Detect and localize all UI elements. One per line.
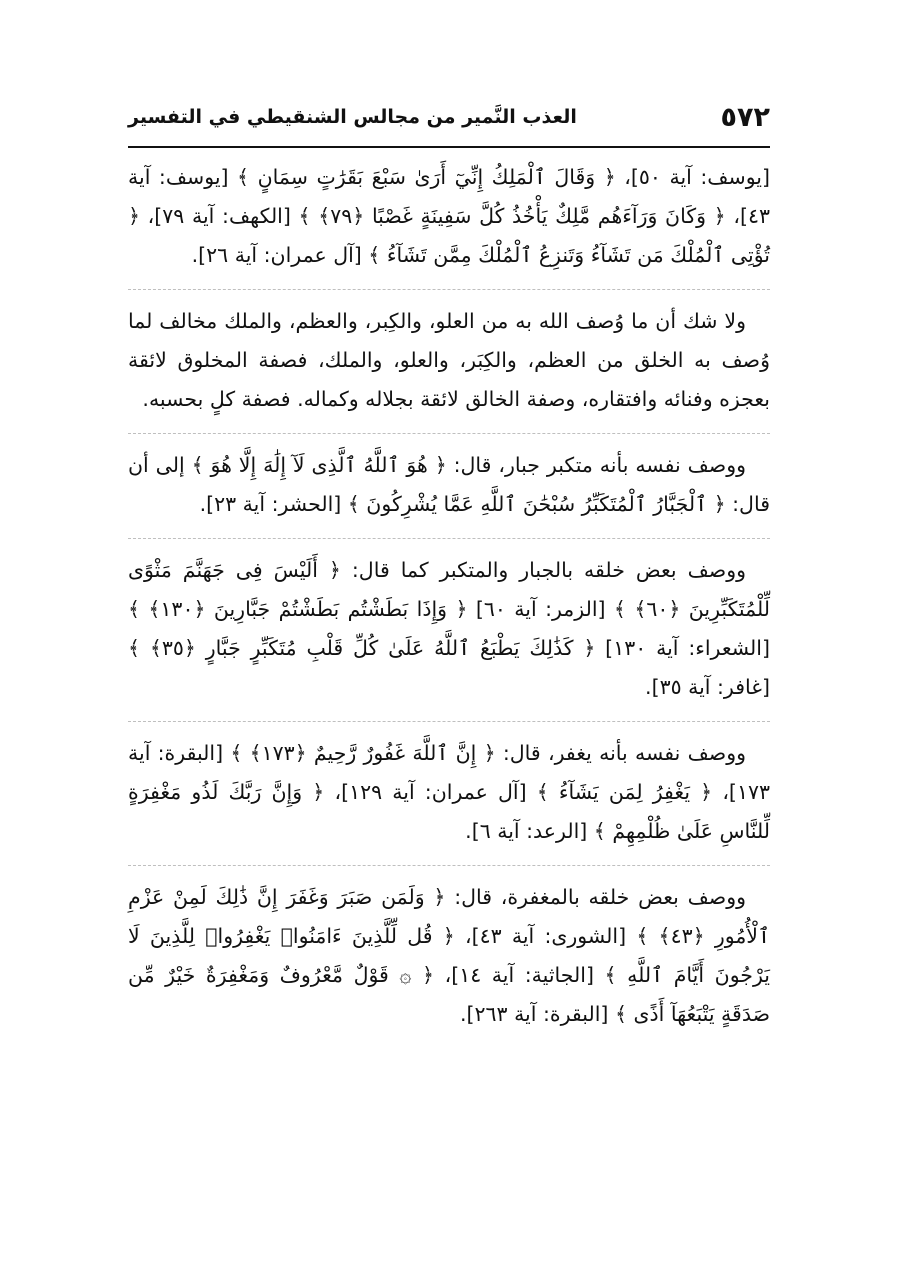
running-title: العذب النَّمير من مجالس الشنقيطي في التفسير [128, 106, 577, 128]
paragraph-creation-jabbar: ووصف بعض خلقه بالجبار والمتكبر كما قال: ﴿ أَلَيْسَ فِى جَهَنَّمَ مَثْوًى لِّلْمُتَكَبِّرِينَ ﴿٦٠﴾ ﴾ [الزمر: آية ٦٠] ﴿ وَإِذَا بَطَشْتُم بَطَشْتُمْ جَبَّارِينَ ﴿١٣٠﴾ ﴾ [الشعراء: آية ١٣٠] ﴿ كَذَٰلِكَ يَطْبَعُ ٱللَّهُ عَلَىٰ كُلِّ قَلْبِ مُتَكَبِّرٍ جَبَّارٍ ﴿٣٥﴾ ﴾ [غافر: آية ٣٥]. [128, 558, 770, 699]
paragraph-separator [128, 538, 770, 539]
header-rule [128, 146, 770, 148]
page-header [128, 100, 770, 140]
paragraph-separator [128, 721, 770, 722]
page-number: ٥٧٢ [720, 102, 770, 133]
paragraph-separator [128, 433, 770, 434]
paragraph-creation-forgiveness: ووصف بعض خلقه بالمغفرة، قال: ﴿ وَلَمَن صَبَرَ وَغَفَرَ إِنَّ ذَٰلِكَ لَمِنْ عَزْمِ ٱلْأُمُورِ ﴿٤٣﴾ ﴾ [الشورى: آية ٤٣]، ﴿ قُل لِّلَّذِينَ ءَامَنُوا۟ يَغْفِرُوا۟ لِلَّذِينَ لَا يَرْجُونَ أَيَّامَ ٱللَّهِ ﴾ [الجاثية: آية ١٤]، ﴿ ۞ قَوْلٌ مَّعْرُوفٌ وَمَغْفِرَةٌ خَيْرٌ مِّن صَدَقَةٍ يَتْبَعُهَآ أَذًى ﴾ [البقرة: آية ٢٦٣]. [128, 885, 771, 1026]
paragraph-separator [128, 865, 770, 866]
paragraph-forgiveness: ووصف نفسه بأنه يغفر، قال: ﴿ إِنَّ ٱللَّهَ غَفُورٌ رَّحِيمٌ ﴿١٧٣﴾ ﴾ [البقرة: آية ١٧٣]، ﴿ يَغْفِرُ لِمَن يَشَآءُ ﴾ [آل عمران: آية ١٢٩]، ﴿ وَإِنَّ رَبَّكَ لَذُو مَغْفِرَةٍ لِّلنَّاسِ عَلَىٰ ظُلْمِهِمْ ﴾ [الرعد: آية ٦]. [128, 741, 770, 843]
paragraph-attributes: ولا شك أن ما وُصف الله به من العلو، والكِبر، والعظم، والملك مخالف لما وُصف به الخلق من العظم، والكِبَر، والعلو، والملك، فصفة المخلوق لائقة بعجزه وفنائه وافتقاره، وصفة الخالق لائقة بجلاله وكماله. فصفة كلٍ بحسبه. [128, 309, 770, 411]
paragraph-mutakabbir-jabbar: ووصف نفسه بأنه متكبر جبار، قال: ﴿ هُوَ ٱللَّهُ ٱلَّذِى لَآ إِلَٰهَ إِلَّا هُوَ ﴾ إلى أن قال: ﴿ ٱلْجَبَّارُ ٱلْمُتَكَبِّرُ سُبْحَٰنَ ٱللَّهِ عَمَّا يُشْرِكُونَ ﴾ [الحشر: آية ٢٣]. [128, 453, 770, 516]
page-body [128, 158, 770, 1056]
paragraph-separator [128, 289, 770, 290]
paragraph-quran-citations: [يوسف: آية ٥٠]، ﴿ وَقَالَ ٱلْمَلِكُ إِنِّيٓ أَرَىٰ سَبْعَ بَقَرَٰتٍ سِمَانٍ ﴾ [يوسف: آية ٤٣]، ﴿ وَكَانَ وَرَآءَهُم مَّلِكٌ يَأْخُذُ كُلَّ سَفِينَةٍ غَصْبًا ﴿٧٩﴾ ﴾ [الكهف: آية ٧٩]، ﴿ تُؤْتِى ٱلْمُلْكَ مَن تَشَآءُ وَتَنزِعُ ٱلْمُلْكَ مِمَّن تَشَآءُ ﴾ [آل عمران: آية ٢٦]. [128, 165, 770, 267]
